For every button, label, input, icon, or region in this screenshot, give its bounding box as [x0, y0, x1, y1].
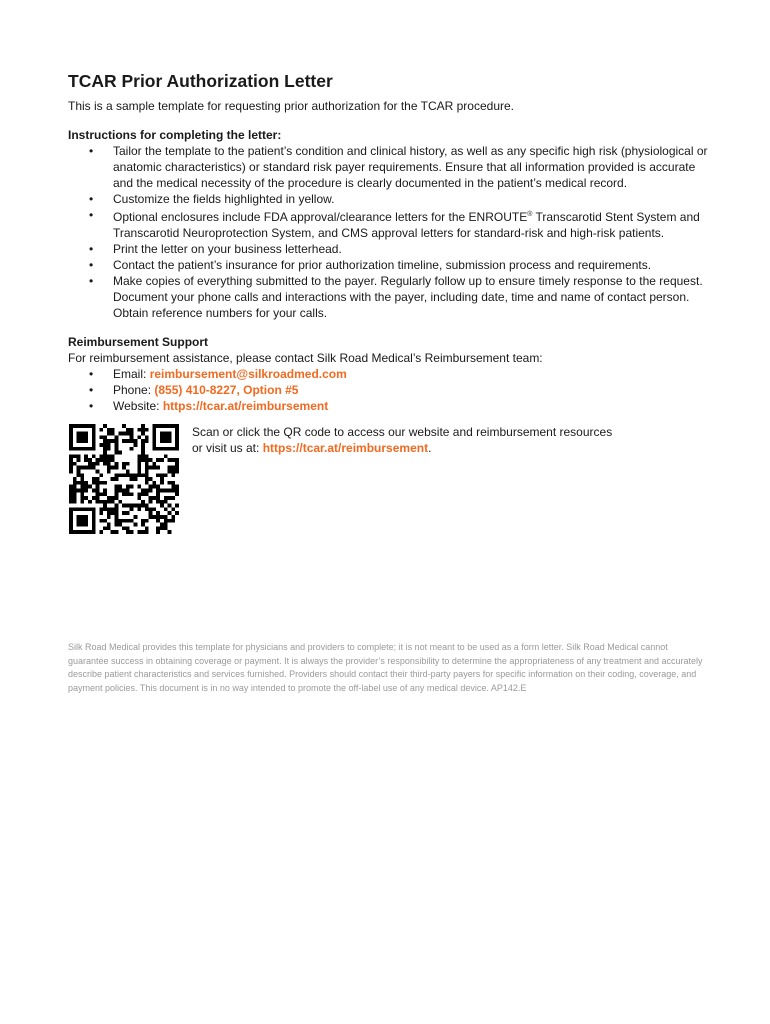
qr-caption-line1: Scan or click the QR code to access our website and reimbursement resources — [192, 425, 613, 439]
list-item-text-enclosures: Optional enclosures include FDA approval/clearance letters for the ENROUTE® Transcarotid Stent System and Transcarotid Neuroprotection System, and CMS approval letters for standard-risk and high-risk patients. — [113, 210, 700, 240]
list-item — [68, 191, 708, 207]
contact-email — [68, 366, 708, 382]
website-label: Website: — [113, 399, 160, 413]
reimbursement-heading: Reimbursement Support — [68, 335, 209, 349]
list-item-text: Make copies of everything submitted to the payer. Regularly follow up to ensure timely response to the request. Document your phone calls and interactions with the payer, including date, time and name of contact person. Obtain reference numbers for your calls. — [113, 274, 703, 320]
list-item-text: Customize the fields highlighted in yellow. — [113, 192, 335, 206]
instructions-section — [68, 127, 708, 321]
phone-label: Phone: — [113, 383, 152, 397]
bullet-icon: • — [89, 144, 94, 158]
contact-website — [68, 398, 708, 414]
qr-caption-line2: or visit us at: https://tcar.at/reimbursement. — [192, 441, 432, 455]
reimbursement-description: For reimbursement assistance, please contact Silk Road Medical’s Reimbursement team: — [68, 351, 543, 365]
list-item — [68, 257, 708, 273]
bullet-icon: • — [89, 242, 94, 256]
email-link[interactable]: reimbursement@silkroadmed.com — [149, 367, 347, 381]
instructions-list — [68, 143, 708, 321]
bullet-icon: • — [89, 258, 94, 272]
qr-code-icon[interactable] — [69, 424, 179, 534]
intro-text: This is a sample template for requesting prior authorization for the TCAR procedure. — [68, 99, 514, 113]
instructions-heading: Instructions for completing the letter: — [68, 128, 282, 142]
list-item — [68, 241, 708, 257]
registered-mark: ® — [527, 211, 533, 218]
qr-website-link[interactable]: https://tcar.at/reimbursement — [262, 441, 429, 455]
bullet-icon: • — [89, 367, 94, 381]
qr-caption — [192, 424, 662, 456]
list-item-text: Print the letter on your business letterhead. — [113, 242, 342, 256]
bullet-icon: • — [89, 274, 94, 288]
list-item — [68, 273, 708, 321]
list-item — [68, 143, 708, 191]
list-item-text: Tailor the template to the patient’s condition and clinical history, as well as any specific high risk (physiological or anatomic characteristics) or standard risk payer requirements. Ensure that all information provided is accurate and the medical necessity of the procedure is clearly documented in the patient’s medical record. — [113, 144, 708, 190]
page-title: TCAR Prior Authorization Letter — [68, 71, 333, 91]
letter-page — [68, 70, 708, 539]
email-label: Email: — [113, 367, 147, 381]
phone-link[interactable]: (855) 410-8227, Option #5 — [154, 383, 299, 397]
bullet-icon: • — [89, 208, 94, 222]
list-item — [68, 207, 708, 241]
contact-list — [68, 366, 708, 414]
bullet-icon: • — [89, 192, 94, 206]
reimbursement-section — [68, 334, 708, 414]
disclaimer-text: Silk Road Medical provides this template for physicians and providers to complete; it is not meant to be used as a form letter. Silk Road Medical cannot guarantee success in obtaining coverage or payment. It is always the provider’s responsibility to determine the appropriateness of any treatment and accurately describe patient characteristics and services furnished. Providers should contact their third-party payers for specific information on their coding, coverage, and payment policies. This document is in no way intended to promote the off-label use of any medical device. AP142.E — [68, 642, 703, 693]
contact-phone — [68, 382, 708, 398]
website-link[interactable]: https://tcar.at/reimbursement — [162, 399, 329, 413]
bullet-icon: • — [89, 383, 94, 397]
bullet-icon: • — [89, 399, 94, 413]
qr-section — [68, 424, 708, 539]
list-item-text: Contact the patient’s insurance for prior authorization timeline, submission process and requirements. — [113, 258, 652, 272]
